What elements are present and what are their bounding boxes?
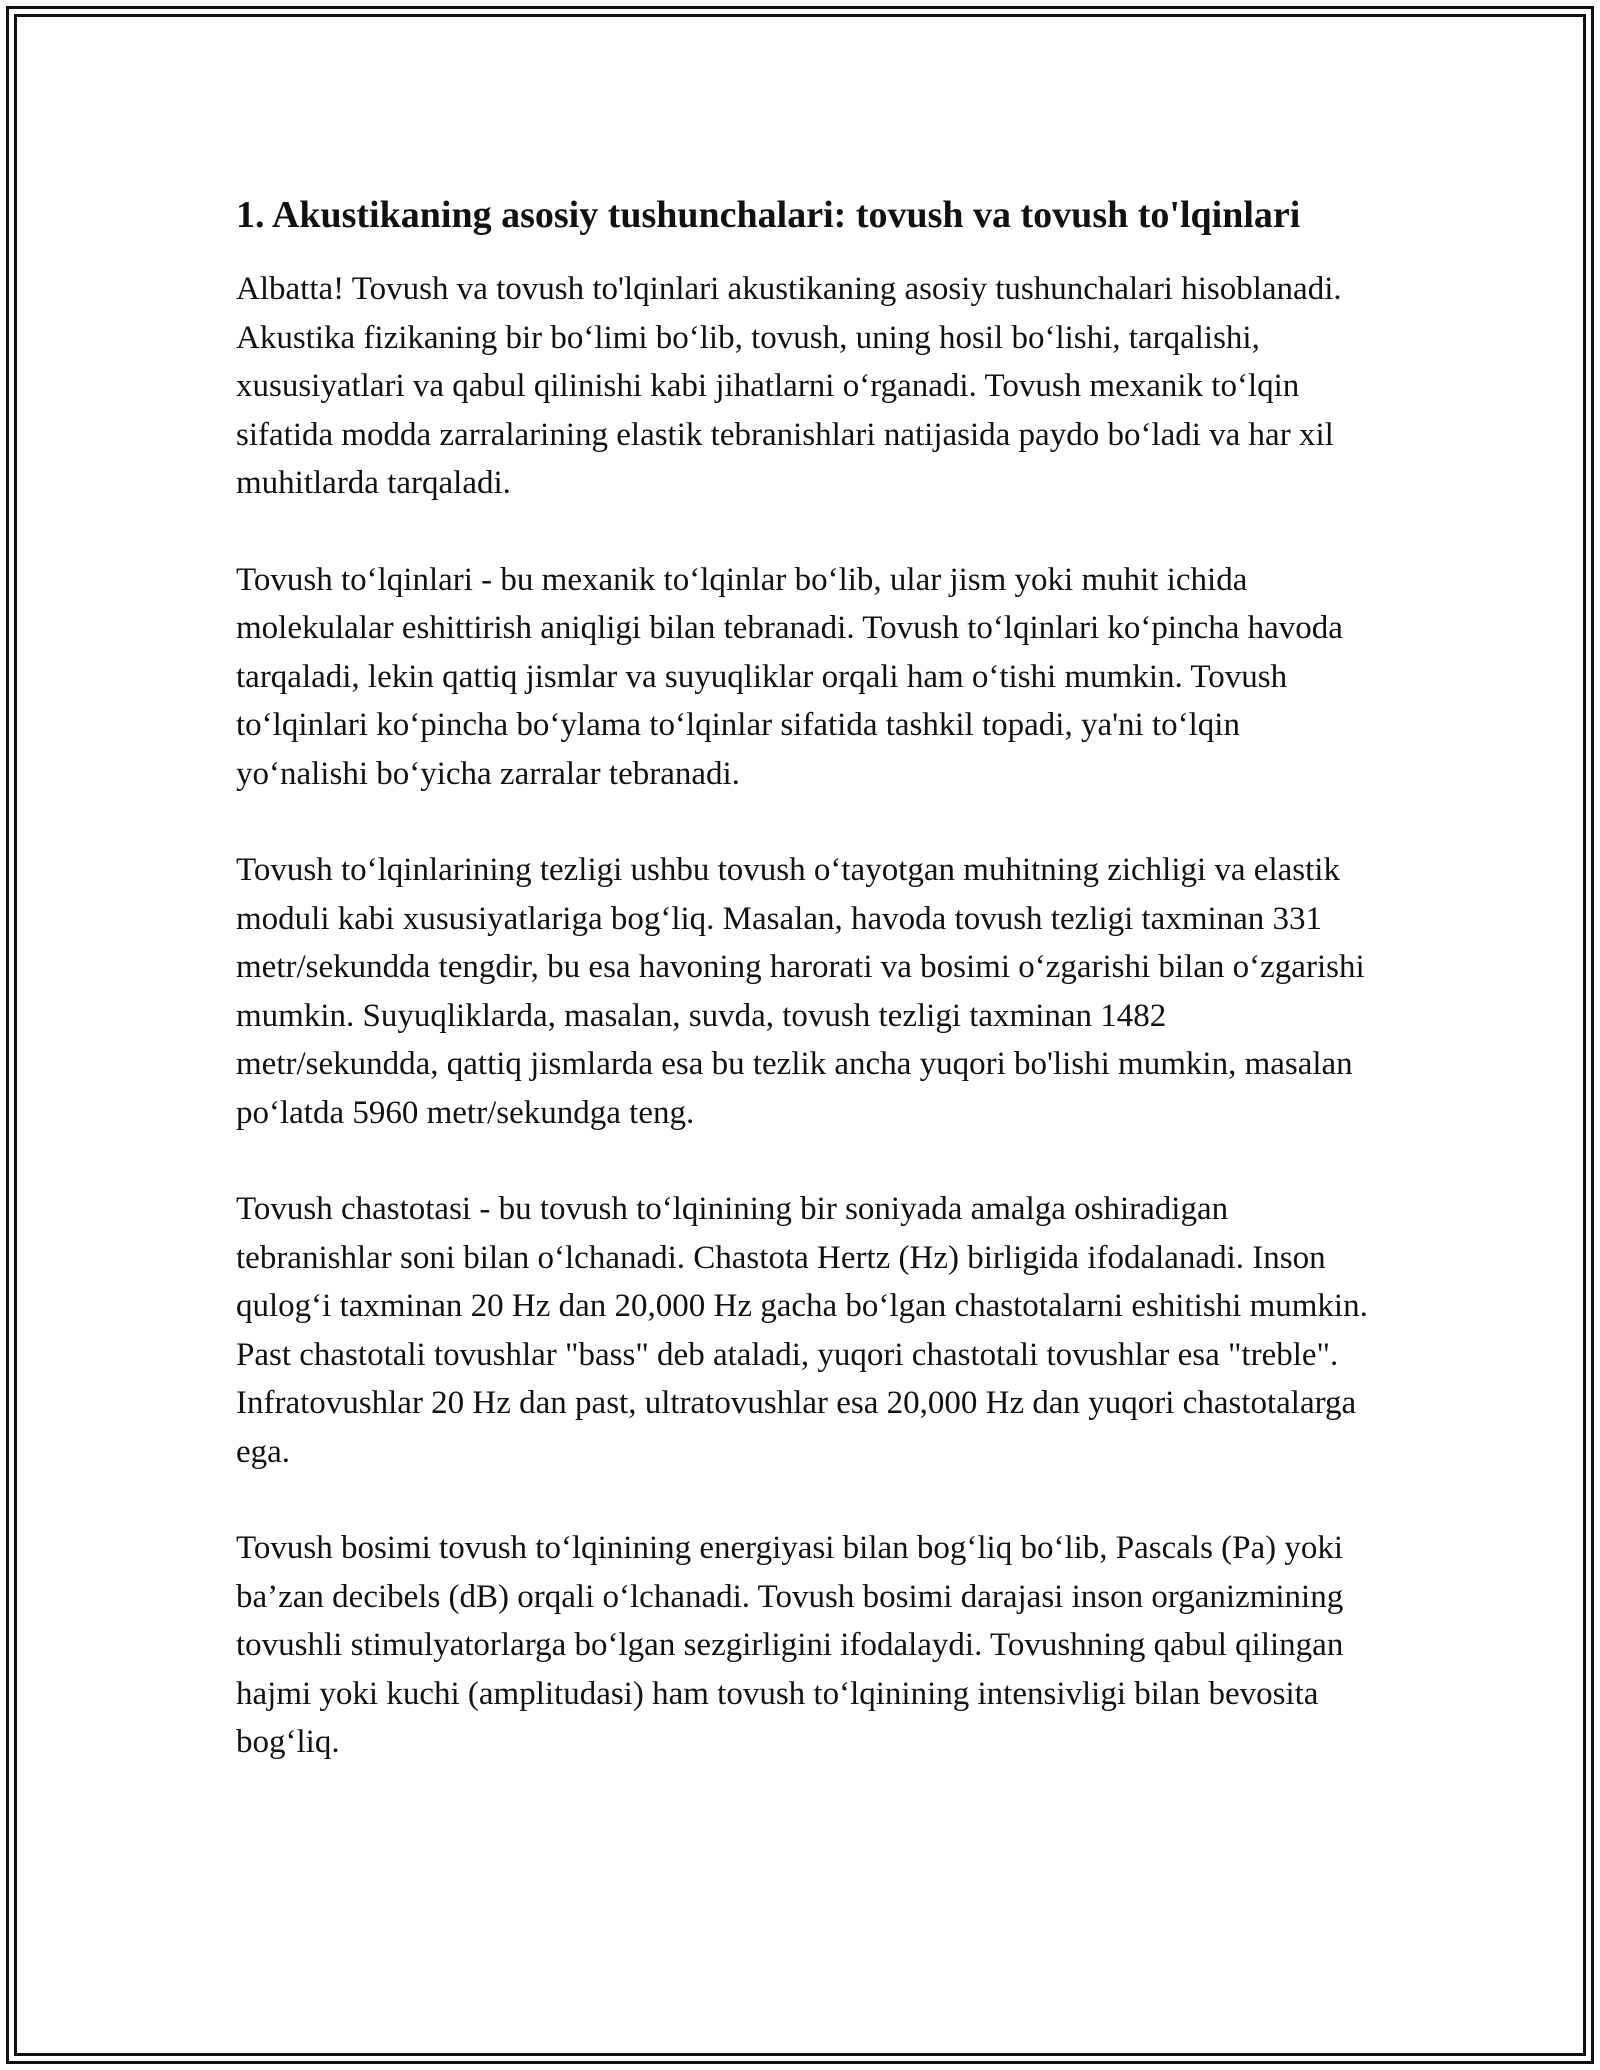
paragraph-sound-pressure: Tovush bosimi tovush to‘lqinining energiyasi bilan bog‘liq bo‘lib, Pascals (Pa) yoki ba’zan decibels (dB) orqali o‘lchanadi. Tovush bosimi darajasi inson organizmining tovushli stimulyatorlarga bo‘lgan sezgirligini ifodalaydi. Tovushning qabul qilingan hajmi yoki kuchi (amplitudasi) ham tovush to‘lqinining intensivligi bilan bevosita bog‘liq. (236, 1530, 1344, 1760)
paragraph-sound-speed: Tovush to‘lqinlarining tezligi ushbu tovush o‘tayotgan muhitning zichligi va elastik moduli kabi xususiyatlariga bog‘liq. Masalan, havoda tovush tezligi taxminan 331 metr/sekundda tengdir, bu esa havoning harorati va bosimi o‘zgarishi bilan o‘zgarishi mumkin. Suyuqliklarda, masalan, suvda, tovush tezligi taxminan 1482 metr/sekundda, qattiq jismlarda esa bu tezlik ancha yuqori bo'lishi mumkin, masalan po‘latda 5960 metr/sekundga teng. (236, 852, 1365, 1131)
paragraph-sound-waves: Tovush to‘lqinlari - bu mexanik to‘lqinlar bo‘lib, ular jism yoki muhit ichida molekulalar eshittirish aniqligi bilan tebranadi. Tovush to‘lqinlari ko‘pincha havoda tarqaladi, lekin qattiq jismlar va suyuqliklar orqali ham o‘tishi mumkin. Tovush to‘lqinlari ko‘pincha bo‘ylama to‘lqinlar sifatida tashkil topadi, ya'ni to‘lqin yo‘nalishi bo‘yicha zarralar tebranadi. (236, 561, 1343, 792)
document-body (236, 188, 1376, 1815)
paragraph-intro: Albatta! Tovush va tovush to'lqinlari akustikaning asosiy tushunchalari hisoblanadi. Akustika fizikaning bir bo‘limi bo‘lib, tovush, uning hosil bo‘lishi, tarqalishi, xususiyatlari va qabul qilinishi kabi jihatlarni o‘rganadi. Tovush mexanik to‘lqin sifatida modda zarralarining elastik tebranishlari natijasida paydo bo‘ladi va har xil muhitlarda tarqaladi. (236, 271, 1342, 501)
paragraph-sound-frequency: Tovush chastotasi - bu tovush to‘lqinining bir soniyada amalga oshiradigan tebranishlar soni bilan o‘lchanadi. Chastota Hertz (Hz) birligida ifodalanadi. Inson qulog‘i taxminan 20 Hz dan 20,000 Hz gacha bo‘lgan chastotalarni eshitishi mumkin. Past chastotali tovushlar "bass" deb ataladi, yuqori chastotali tovushlar esa "treble". Infratovushlar 20 Hz dan past, ultratovushlar esa 20,000 Hz dan yuqori chastotalarga ega. (236, 1191, 1368, 1470)
section-heading: 1. Akustikaning asosiy tushunchalari: tovush va tovush to'lqinlari (236, 194, 1301, 236)
